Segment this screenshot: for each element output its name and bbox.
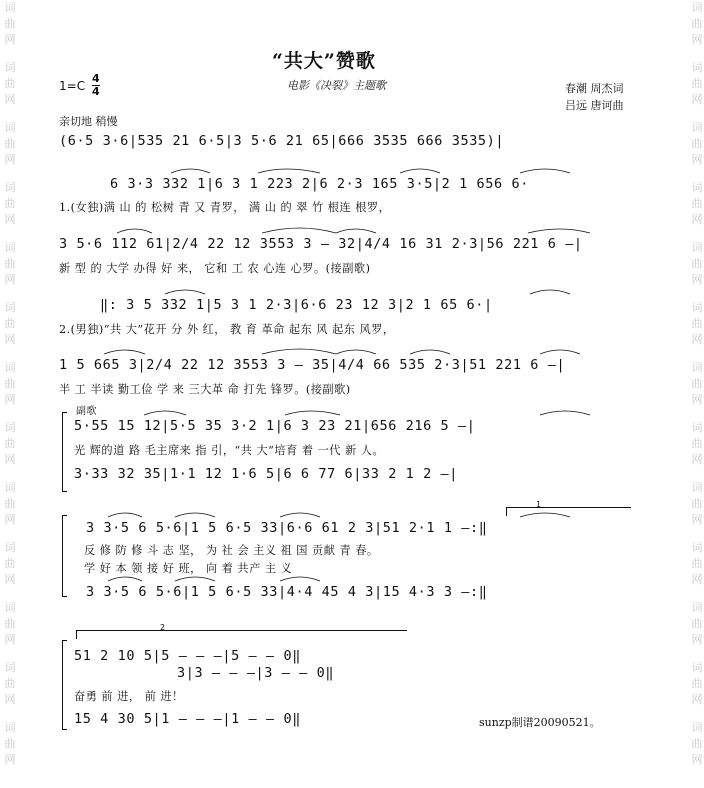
watermark-char: 词 [4,481,16,494]
watermark-char: 曲 [4,197,16,210]
tempo-marking: 亲切地 稍慢 [59,115,118,128]
watermark-char: 网 [691,33,703,46]
watermark-char: 词 [4,121,16,134]
watermark-char: 网 [691,633,703,646]
watermark-char: 曲 [4,677,16,690]
watermark-char: 词 [4,361,16,374]
watermark-char: 曲 [4,557,16,570]
watermark-char: 曲 [691,137,703,150]
watermark-char: 网 [691,513,703,526]
song-subtitle: 电影《决裂》主题歌 [287,79,386,92]
watermark-char: 曲 [691,557,703,570]
watermark-char: 曲 [691,437,703,450]
chorus-lyrics-2b: 学 好 本 领 接 好 班， 向 着 共产 主 义 [84,562,293,575]
watermark-char: 网 [691,93,703,106]
watermark-char: 词 [4,421,16,434]
watermark-char: 词 [4,661,16,674]
watermark-char: 曲 [691,677,703,690]
watermark-char: 网 [4,213,16,226]
watermark-char: 曲 [691,197,703,210]
watermark-char: 词 [691,301,703,314]
watermark-char: 曲 [4,17,16,30]
watermark-char: 曲 [4,737,16,750]
watermark-char: 网 [691,393,703,406]
watermark-char: 词 [691,421,703,434]
watermark-char: 网 [691,333,703,346]
watermark-char: 网 [691,693,703,706]
watermark-char: 网 [4,33,16,46]
watermark-char: 曲 [691,17,703,30]
watermark-char: 词 [691,61,703,74]
watermark-char: 曲 [691,317,703,330]
verse2-notes-row-2: 1 5 665 3|2/4 22 12 3553 3 – 35|4/4 66 535 2·3|51 221 6 –| [59,357,566,373]
watermark-char: 词 [691,661,703,674]
watermark-char: 网 [4,453,16,466]
watermark-char: 网 [4,573,16,586]
watermark-char: 词 [4,1,16,14]
watermark-char: 曲 [691,497,703,510]
verse1-lyrics-row-1: 1.(女独)满 山 的 松树 青 又 青罗， 满 山 的 翠 竹 根连 根罗， [59,201,391,214]
watermark-char: 曲 [691,617,703,630]
composer-credit: 吕远 唐诃曲 [565,99,624,112]
chorus-bass-notes-2: 3 3·5 6 5·6|1 5 6·5 33|4·4 45 4 3|15 4·3 3 –:‖ [86,584,488,600]
watermark-char: 曲 [4,617,16,630]
lyricist-credit: 春潮 周杰词 [565,82,624,95]
watermark-char: 曲 [691,77,703,90]
watermark-char: 网 [4,693,16,706]
watermark-char: 词 [691,241,703,254]
verse2-lyrics-row-2: 半 工 半读 勤工俭 学 来 三大革 命 打先 锋罗。(接副歌) [59,383,351,396]
watermark-char: 词 [4,721,16,734]
watermark-char: 网 [4,153,16,166]
second-ending-number: 2 [160,623,166,632]
intro-notes-row: (6·5 3·6|535 21 6·5|3 5·6 21 65|666 3535 666 3535)| [59,133,505,149]
watermark-char: 网 [691,753,703,766]
watermark-char: 词 [691,181,703,194]
song-title: “共大”赞歌 [272,50,376,72]
verse2-notes-row-1: ‖: 3 5 332 1|5 3 1 2·3|6·6 23 12 3|2 1 65 6·| [100,297,493,313]
verse1-lyrics-row-2: 新 型 的 大学 办得 好 来， 它和 工 农 心连 心罗。(接副歌) [59,262,371,275]
watermark-char: 词 [691,1,703,14]
watermark-char: 网 [4,513,16,526]
watermark-char: 网 [4,633,16,646]
watermark-char: 词 [4,301,16,314]
chorus-label: 副歌 [76,406,97,417]
watermark-char: 网 [691,213,703,226]
watermark-char: 网 [4,273,16,286]
watermark-char: 词 [4,61,16,74]
time-signature: 4 4 [92,72,100,98]
key-signature: 1=C [59,79,86,93]
watermark-char: 曲 [4,257,16,270]
watermark-char: 词 [4,241,16,254]
ending-alto-notes: 3|3 – – –|3 – – 0‖ [177,665,335,681]
watermark-char: 网 [4,393,16,406]
ending-bass-notes: 15 4 30 5|1 – – –|1 – – 0‖ [74,711,301,727]
watermark-char: 曲 [691,257,703,270]
watermark-char: 词 [691,481,703,494]
verse1-notes-row-2: 3 5·6 112 61|2/4 22 12 3553 3 – 32|4/4 16 31 2·3|56 221 6 –| [59,236,583,252]
watermark-char: 词 [4,541,16,554]
watermark-char: 网 [4,93,16,106]
chorus-lyrics-1: 光 辉的道 路 毛主席来 指 引，“共 大”培育 着 一代 新 人。 [74,444,385,457]
watermark-char: 网 [691,573,703,586]
first-ending-number: 1 [536,500,542,509]
watermark-char: 网 [691,453,703,466]
watermark-char: 网 [4,753,16,766]
watermark-char: 曲 [4,317,16,330]
watermark-char: 词 [691,721,703,734]
watermark-char: 网 [4,333,16,346]
verse1-notes-row-1: 6 3·3 332 1|6 3 1 223 2|6 2·3 165 3·5|2 1 656 6· [110,176,529,192]
watermark-char: 曲 [691,377,703,390]
chorus-lyrics-2a: 反 修 防 修 斗 志 坚， 为 社 会 主义 祖 国 贡献 青 春。 [84,544,379,557]
watermark-char: 曲 [691,737,703,750]
chorus-soprano-notes-1: 5·55 15 12|5·5 35 3·2 1|6 3 23 21|656 216 5 –| [74,418,476,434]
watermark-char: 词 [4,181,16,194]
watermark-char: 词 [691,541,703,554]
watermark-char: 曲 [4,137,16,150]
transcriber-credit: sunzp制谱20090521。 [479,716,601,729]
chorus-bass-notes-1: 3·33 32 35|1·1 12 1·6 5|6 6 77 6|33 2 1 2 –| [74,466,459,482]
ending-lyrics: 奋勇 前 进， 前 进！ [74,690,184,703]
watermark-char: 网 [691,273,703,286]
verse2-lyrics-row-1: 2.(男独)“共 大”花开 分 外 红， 教 育 革命 起东 风 起东 风罗， [59,323,395,336]
watermark-char: 曲 [4,437,16,450]
watermark-char: 网 [691,153,703,166]
watermark-char: 词 [691,361,703,374]
watermark-char: 曲 [4,377,16,390]
watermark-char: 曲 [4,497,16,510]
ending-soprano-notes: 51 2 10 5|5 – – –|5 – – 0‖ [74,648,301,664]
chorus-soprano-notes-2: 3 3·5 6 5·6|1 5 6·5 33|6·6 61 2 3|51 2·1 1 –:‖ [86,520,488,536]
watermark-char: 曲 [4,77,16,90]
watermark-char: 词 [4,601,16,614]
watermark-char: 词 [691,601,703,614]
watermark-char: 词 [691,121,703,134]
